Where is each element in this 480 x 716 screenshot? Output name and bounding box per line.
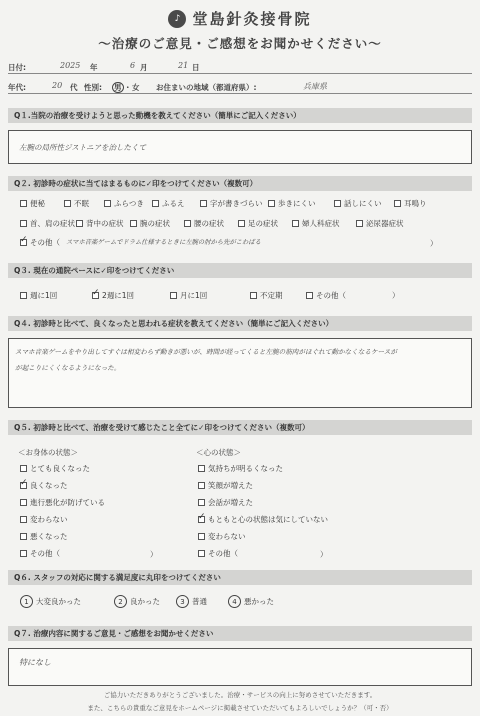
day-value[interactable]: 21 [178,61,189,70]
q7-answer: 特になし [19,658,51,667]
q2-option-8[interactable] [394,198,427,209]
q2-option-2-checkbox[interactable] [64,200,71,207]
q6-option-1-label: 大変良かった [36,597,81,606]
q2-option-14-checkbox[interactable] [292,220,299,227]
q5-mind-option-5-checkbox[interactable] [198,533,205,540]
clinic-header [0,8,480,29]
area-value[interactable]: 兵庫県 [303,82,327,91]
q5-body-option-5[interactable] [20,531,68,542]
q5-body-option-1-checkbox[interactable] [20,465,27,472]
q2-option-14[interactable] [292,218,340,229]
year-unit: 年 [90,63,98,72]
q3-option-3-checkbox[interactable] [170,292,177,299]
q3-option-5-checkbox[interactable] [306,292,313,299]
q5-body-option-2-label: 良くなった [30,481,68,490]
clinic-name: 堂島針灸接骨院 [192,10,312,28]
q5-body-header: ＜お身体の状態＞ [18,448,78,457]
q2-option-13-checkbox[interactable] [238,220,245,227]
q3-option-4[interactable] [250,290,283,301]
q2-option-9[interactable] [20,218,75,229]
q2-option-7[interactable] [334,198,382,209]
q5-body-option-2[interactable] [20,480,68,491]
q2-option-11-label: 腕の症状 [140,219,170,228]
age-label: 年代: [8,83,26,92]
q5-body-option-1[interactable] [20,463,90,474]
q2-option-12-checkbox[interactable] [184,220,191,227]
q5-header: Q５. 初診時と比べて、治療を受けて感じたこと全てに✓印をつけてください（複数可） [8,420,472,435]
q5-mind-option-2-label: 笑顔が増えた [208,481,253,490]
q2-option-1-label: 便秘 [30,199,45,208]
q6-option-2-number[interactable]: 2 [114,595,127,608]
q4-header: Q４. 初診時と比べて、良くなったと思われる症状を教えてください（簡単にご記入ください） [8,316,472,331]
q5-mind-option-2[interactable] [198,480,253,491]
q6-option-3-number[interactable]: 3 [176,595,189,608]
q3-option-1-label: 週に1回 [30,291,58,300]
q5-mind-option-5-label: 変わらない [208,532,246,541]
q5-body-option-4-label: 変わらない [30,515,68,524]
q2-other-checkbox[interactable] [20,239,27,246]
q6-header: Q６. スタッフの対応に関する満足度に丸印をつけてください [8,570,472,585]
q2-option-13-label: 足の症状 [248,219,278,228]
q2-option-4-checkbox[interactable] [152,200,159,207]
q5-body-option-3-label: 進行悪化が防げている [30,498,105,507]
q6-option-4-number[interactable]: 4 [228,595,241,608]
q2-option-15-label: 泌尿器症状 [366,219,404,228]
q2-option-15[interactable] [356,218,404,229]
month-unit: 月 [140,63,148,72]
q4-answer-line1: スマホ音楽ゲームをやり出してすぐは相変わらず動きが悪いが、時間が経ってくると左腕の筋肉がほぐれて動かなくなるケースが [15,348,397,356]
q2-option-7-checkbox[interactable] [334,200,341,207]
q6-option-1-number[interactable]: 1 [20,595,33,608]
q6-option-3[interactable] [176,595,207,608]
q5-body-option-6-label: その他（ [30,549,60,558]
q4-answer-line2: が起こりにくくなるようになった。 [15,364,121,372]
q5-mind-option-6-checkbox[interactable] [198,550,205,557]
q3-other-close: ） [392,291,400,300]
survey-subtitle: 〜治療のご意見・ご感想をお聞かせください〜 [98,36,382,51]
q5-mind-option-4[interactable] [198,514,328,525]
q5-body-option-5-label: 悪くなった [30,532,68,541]
q2-option-5-checkbox[interactable] [200,200,207,207]
q2-option-6-label: 歩きにくい [278,199,316,208]
age-value[interactable]: 20 [52,81,63,90]
q1-answer-box[interactable] [8,130,472,164]
q2-option-9-label: 首、肩の症状 [30,219,75,228]
q2-option-11-checkbox[interactable] [130,220,137,227]
q2-option-11[interactable] [130,218,170,229]
gender-label: 性別: [84,83,102,92]
q5-mind-option-5[interactable] [198,531,246,542]
q2-option-2-label: 不眠 [74,199,89,208]
q2-option-1[interactable] [20,198,45,209]
q2-option-3[interactable] [104,198,144,209]
q7-header: Q７. 治療内容に関するご意見・ご感想をお聞かせください [8,626,472,641]
q2-header: Q２. 初診時の症状に当てはまるものに✓印をつけてください（複数可） [8,176,472,191]
clinic-logo-icon: ♪ [168,10,186,28]
q5-body-option-3[interactable] [20,497,105,508]
q5-mind-option-4-checkbox[interactable] [198,516,205,523]
q2-option-7-label: 話しにくい [344,199,382,208]
q5-body-option-1-label: とても良くなった [30,464,90,473]
q5-mind-option-3[interactable] [198,497,253,508]
q3-option-3-label: 月に1回 [180,291,208,300]
q2-other-text: スマホ音楽ゲームでドラム仕様するときに左腕の肘から先がこわばる [66,239,261,246]
q2-option-12-label: 腰の症状 [194,219,224,228]
area-label: お住まいの地域（都道府県）: [156,83,257,92]
gender-female-option[interactable]: 女 [132,83,140,92]
year-value[interactable]: 2025 [60,61,81,70]
q6-option-3-label: 普通 [192,597,207,606]
q3-option-4-label: 不定期 [260,291,283,300]
date-line [8,58,472,74]
q1-answer: 左腕の局所性ジストニアを治したくて [19,143,146,152]
q2-option-3-checkbox[interactable] [104,200,111,207]
q2-option-4[interactable] [152,198,185,209]
q2-option-9-checkbox[interactable] [20,220,27,227]
month-value[interactable]: 6 [130,61,136,70]
q2-option-6[interactable] [268,198,316,209]
q3-option-2[interactable] [92,290,134,301]
q5-body-other-close: ） [150,550,158,559]
q2-option-10-label: 背中の症状 [86,219,124,228]
q2-option-6-checkbox[interactable] [268,200,275,207]
q2-option-12[interactable] [184,218,224,229]
q2-option-10[interactable] [76,218,124,229]
q2-option-8-label: 耳鳴り [404,199,427,208]
q6-option-2[interactable] [114,595,160,608]
q2-other-option[interactable] [20,237,60,248]
q5-mind-option-1-label: 気持ちが明るくなった [208,464,283,473]
q2-option-5[interactable] [200,198,263,209]
q6-option-4-label: 悪かった [244,597,274,606]
q5-body-option-6-checkbox[interactable] [20,550,27,557]
q5-mind-option-6-label: その他（ [208,549,238,558]
q2-option-15-checkbox[interactable] [356,220,363,227]
age-unit: 代 [70,83,78,92]
q5-body-option-5-checkbox[interactable] [20,533,27,540]
q6-option-2-label: 良かった [130,597,160,606]
q3-option-2-label: 2週に1回 [102,291,135,300]
q3-option-5-label: その他（ [316,291,346,300]
footer-permission: また、こちらの貴重なご意見をホームページに掲載させていただいてもよろしいでしょうか？（可・否） [87,704,393,712]
q2-option-8-checkbox[interactable] [394,200,401,207]
q2-option-4-label: ふるえ [162,199,185,208]
q2-option-5-label: 字が書きづらい [210,199,263,208]
q3-option-1[interactable] [20,290,57,301]
q2-option-3-label: ふらつき [114,199,144,208]
q2-option-14-label: 婦人科症状 [302,219,340,228]
q5-body-option-4[interactable] [20,514,68,525]
q5-mind-option-6[interactable] [198,548,238,559]
q5-mind-option-3-checkbox[interactable] [198,499,205,506]
q5-mind-other-close: ） [320,550,328,559]
q3-option-5[interactable] [306,290,346,301]
q5-mind-option-1[interactable] [198,463,283,474]
day-unit: 日 [192,63,200,72]
q3-option-1-checkbox[interactable] [20,292,27,299]
q1-header: Q１.当院の治療を受けようと思った動機を教えてください（簡単にご記入ください） [8,108,472,123]
q4-answer-box[interactable] [8,338,472,408]
q6-option-1[interactable] [20,595,81,608]
q5-mind-option-1-checkbox[interactable] [198,465,205,472]
gender-male-option[interactable]: 男 [114,83,122,92]
q5-mind-option-2-checkbox[interactable] [198,482,205,489]
q7-answer-box[interactable] [8,648,472,686]
q3-option-2-checkbox[interactable] [92,292,99,299]
q5-mind-option-4-label: もともと心の状態は気にしていない [208,515,328,524]
gender-separator: ・ [124,83,132,92]
q3-option-3[interactable] [170,290,207,301]
q2-option-1-checkbox[interactable] [20,200,27,207]
q5-mind-option-3-label: 会話が増えた [208,498,253,507]
q3-option-4-checkbox[interactable] [250,292,257,299]
q5-mind-header: ＜心の状態＞ [196,448,241,457]
footer-thanks: ご協力いただきありがとうございました。治療・サービスの向上に努めさせていただきます。 [103,691,377,699]
q5-body-option-4-checkbox[interactable] [20,516,27,523]
q5-body-option-3-checkbox[interactable] [20,499,27,506]
q2-other-label: その他（ [30,238,60,247]
q2-other-close: ） [430,239,438,248]
profile-line [8,78,472,94]
q2-option-2[interactable] [64,198,89,209]
q2-option-10-checkbox[interactable] [76,220,83,227]
q5-body-option-2-checkbox[interactable] [20,482,27,489]
q3-header: Q３. 現在の通院ペースに✓印をつけてください [8,263,472,278]
date-label: 日付: [8,63,26,72]
q2-option-13[interactable] [238,218,278,229]
q6-option-4[interactable] [228,595,274,608]
q5-body-option-6[interactable] [20,548,60,559]
